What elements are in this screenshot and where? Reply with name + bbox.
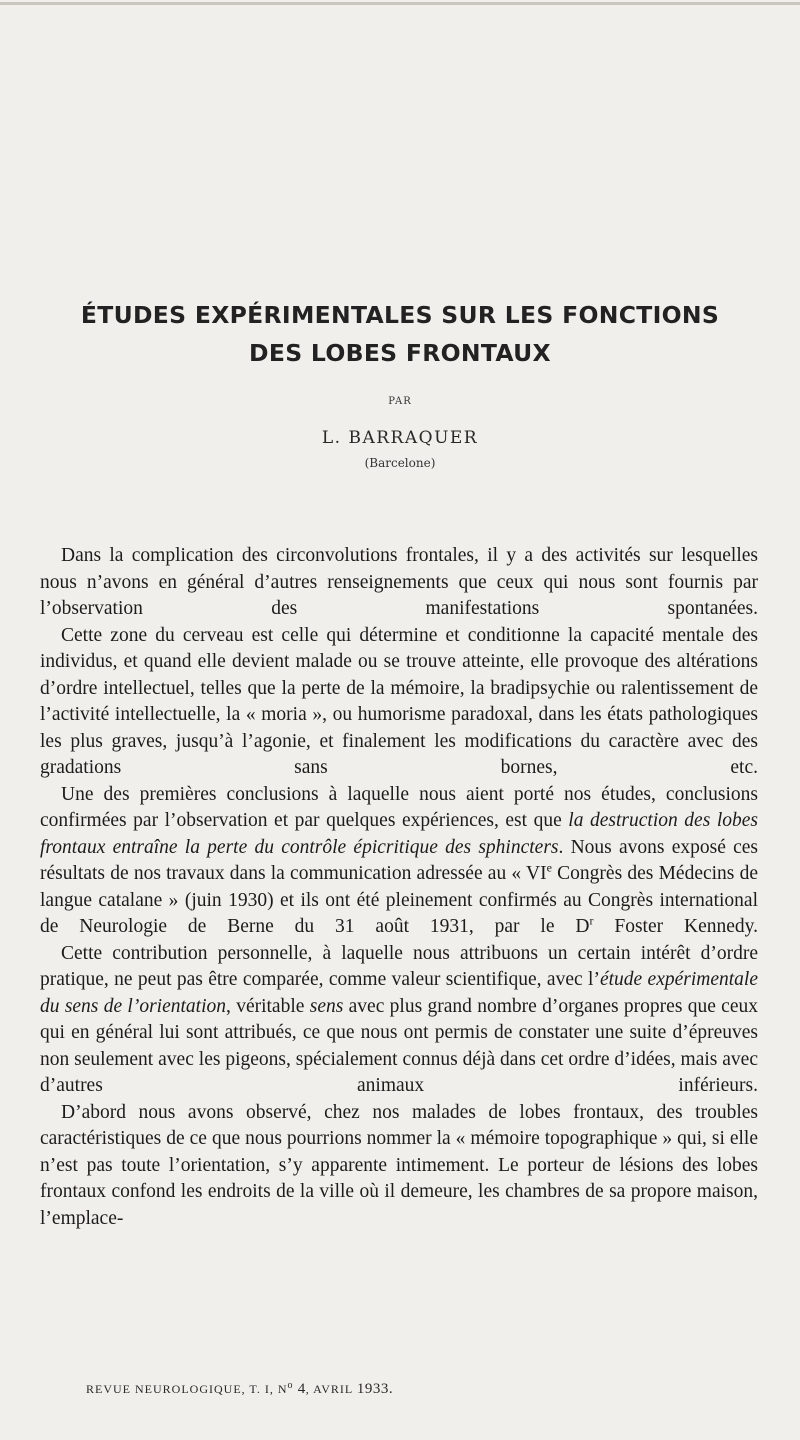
paragraph-3-text-d: Foster Kennedy. <box>593 916 758 937</box>
paragraph-4-emphasis-2: sens <box>309 995 344 1017</box>
paragraph-5: D’abord nous avons observé, chez nos malades de lobes frontaux, des troubles caractéristiques de ce que nous pourrions nommer la « mémoire topographique » qui, si elle n’est pas toute l’orientation, s’y apparente intimement. Le porteur de lésions des lobes frontaux confond les endroits de la ville où il demeure, les chambres de sa propore maison, l’emplace- <box>40 1101 758 1229</box>
paragraph-3-text-a: Une des premières conclusions à laquelle nous aient porté nos études, conclusions confirmées par l’observation et par quelques expériences, est que <box>40 783 758 831</box>
paragraph-3-text-c: Congrès des Médecins de langue catalane » (juin 1930) et ils ont été pleinement confirmés au Congrès international de Neurologie de Berne du 31 août 1931, par le D <box>40 863 759 937</box>
article-title <box>0 296 800 372</box>
author-name: L. BARRAQUER <box>321 428 479 448</box>
title-line-1: ÉTUDES EXPÉRIMENTALES SUR LES FONCTIONS <box>80 301 720 329</box>
footer-date: , AVRIL <box>305 1382 357 1396</box>
paragraph-4-emphasis-1: étude expérimentale du sens de l’orientation <box>40 969 758 1017</box>
superscript-e: e <box>546 860 552 875</box>
paragraph-4-text-c: avec plus grand nombre d’organes propres que ceux qui en général lui sont attribués, ce que nous ont permis de constater une suite d’épreuves non seulement avec les pigeons, spécialement connus déjà dans cet ordre d’idées, mais avec d’autres animaux inférieurs. <box>40 995 758 1096</box>
paragraph-4-text-b: , véritable <box>226 995 310 1017</box>
journal-footer <box>86 1380 393 1398</box>
footer-journal: REVUE NEUROLOGIQUE, T. I, N <box>86 1382 288 1396</box>
footer-issue: 4 <box>293 1381 306 1397</box>
paragraph-4 <box>40 941 758 1100</box>
footer-number-sup: o <box>287 1380 294 1391</box>
paragraph-3-text-b: . Nous avons exposé ces résultats de nos travaux dans la communication adressée au « VI <box>40 836 758 884</box>
article-body <box>40 543 758 1232</box>
footer-year: 1933. <box>356 1381 394 1397</box>
paragraph-3-emphasis: la destruction des lobes frontaux entraîne la perte du contrôle épicritique des sphincters <box>40 810 758 858</box>
author-affiliation: (Barcelone) <box>364 456 436 470</box>
paragraph-4-text-a: Cette contribution personnelle, à laquelle nous attribuons un certain intérêt d’ordre pratique, ne peut pas être comparée, comme valeur scientifique, avec l’ <box>40 942 758 990</box>
title-line-2: DES LOBES FRONTAUX <box>249 339 551 367</box>
paragraph-2: Cette zone du cerveau est celle qui détermine et conditionne la capacité mentale des individus, et quand elle devient malade ou se trouve atteinte, elle provoque des altérations d’ordre intellectuel, telles que la perte de la mémoire, la bradipsychie ou ralentissement de l’activité intellectuelle, la « moria », ou humorisme paradoxal, dans les états pathologiques les plus graves, jusqu’à l’agonie, et finalement les modifications du caractère avec des gradations sans bornes, etc. <box>40 624 758 778</box>
byline-par: PAR <box>388 396 412 407</box>
superscript-r: r <box>589 913 594 928</box>
top-edge-rule <box>0 2 800 5</box>
paragraph-3 <box>40 782 758 941</box>
paragraph-1: Dans la complication des circonvolutions frontales, il y a des activités sur lesquelles nous n’avons en général d’autres renseignements que ceux qui nous sont fournis par l’observation des manifestations spontanées. <box>40 545 758 619</box>
